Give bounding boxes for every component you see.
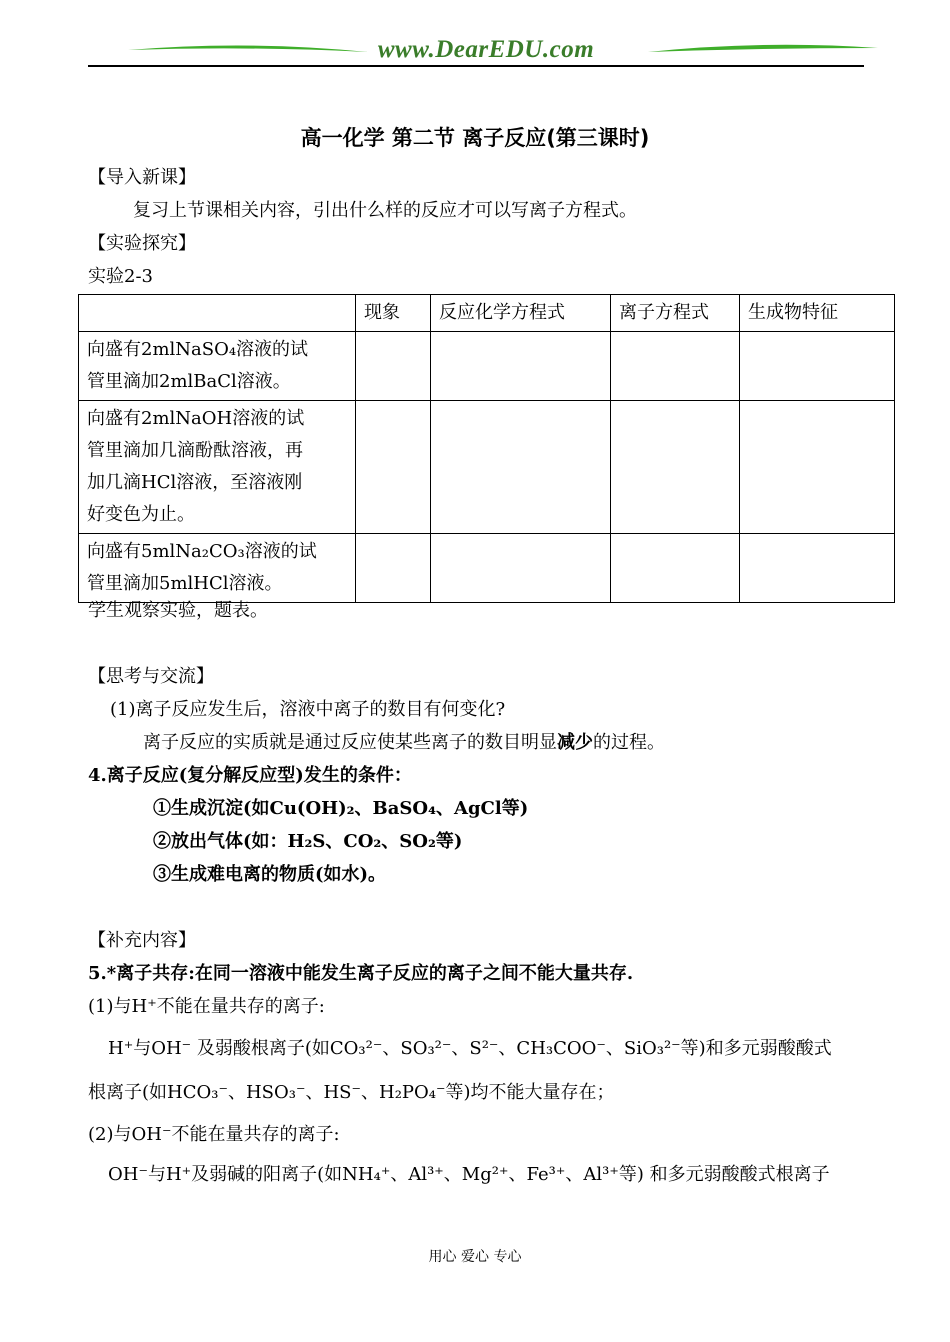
table-header-cell: 反应化学方程式 bbox=[431, 295, 611, 332]
answer-1-post: 的过程。 bbox=[593, 732, 665, 753]
cell-line: 向盛有5mlNa₂CO₃溶液的试 bbox=[87, 541, 317, 562]
empty-cell bbox=[356, 401, 431, 534]
table-row bbox=[79, 534, 895, 603]
paragraph-5-2-line-1: OH⁻与H⁺及弱碱的阳离子(如NH₄⁺、Al³⁺、Mg²⁺、Fe³⁺、Al³⁺等) 和多元弱酸酸式根离子 bbox=[108, 1164, 830, 1185]
empty-cell bbox=[431, 332, 611, 401]
paragraph-5-2-heading: (2)与OH⁻不能在量共存的离子: bbox=[88, 1124, 340, 1145]
table-row bbox=[79, 401, 895, 534]
answer-1-pre: 离子反应的实质就是通过反应使某些离子的数目明显 bbox=[143, 732, 557, 753]
question-1: (1)离子反应发生后，溶液中离子的数目有何变化? bbox=[110, 699, 506, 720]
experiment-description bbox=[79, 534, 356, 603]
condition-2: ②放出气体(如：H₂S、CO₂、SO₂等) bbox=[153, 831, 463, 852]
conditions-heading: 4.离子反应(复分解反应型)发生的条件： bbox=[88, 765, 412, 786]
table-header-cell: 现象 bbox=[356, 295, 431, 332]
cell-line: 管里滴加5mlHCl溶液。 bbox=[87, 573, 283, 594]
table-header-row bbox=[79, 295, 895, 332]
site-logo-text: www.DearEDU.com bbox=[377, 36, 595, 63]
empty-cell bbox=[356, 332, 431, 401]
experiment-description bbox=[79, 332, 356, 401]
empty-cell bbox=[356, 534, 431, 603]
empty-cell bbox=[611, 401, 740, 534]
section-intro-heading: 【导入新课】 bbox=[88, 167, 196, 188]
header-rule bbox=[88, 65, 864, 67]
condition-3: ③生成难电离的物质(如水)。 bbox=[153, 864, 387, 885]
paragraph-5-title: 5.*离子共存:在同一溶液中能发生离子反应的离子之间不能大量共存. bbox=[88, 963, 634, 984]
page-footer: 用心 爱心 专心 bbox=[428, 1249, 522, 1265]
paragraph-5-1-line-1: H⁺与OH⁻ 及弱酸根离子(如CO₃²⁻、SO₃²⁻、S²⁻、CH₃COO⁻、SiO₃²⁻等)和多元弱酸酸式 bbox=[108, 1038, 832, 1059]
cell-line: 管里滴加2mlBaCl溶液。 bbox=[87, 371, 291, 392]
experiment-label: 实验2-3 bbox=[88, 266, 153, 287]
section-experiment-heading: 【实验探究】 bbox=[88, 233, 196, 254]
intro-text: 复习上节课相关内容，引出什么样的反应才可以写离子方程式。 bbox=[133, 200, 637, 221]
table-header-cell: 生成物特征 bbox=[740, 295, 895, 332]
left-swoosh-decoration bbox=[128, 42, 368, 56]
section-supplement-heading: 【补充内容】 bbox=[88, 930, 196, 951]
empty-cell bbox=[611, 534, 740, 603]
condition-1: ①生成沉淀(如Cu(OH)₂、BaSO₄、AgCl等) bbox=[153, 798, 529, 819]
experiment-table bbox=[78, 294, 895, 603]
page-header bbox=[88, 38, 864, 70]
paragraph-5-1-line-2: 根离子(如HCO₃⁻、HSO₃⁻、HS⁻、H₂PO₄⁻等)均不能大量存在； bbox=[88, 1082, 615, 1103]
paragraph-5-1-heading: (1)与H⁺不能在量共存的离子: bbox=[88, 996, 325, 1017]
table-header-cell bbox=[79, 295, 356, 332]
empty-cell bbox=[740, 332, 895, 401]
cell-line: 好变色为止。 bbox=[87, 504, 195, 525]
empty-cell bbox=[431, 534, 611, 603]
cell-line: 向盛有2mlNaOH溶液的试 bbox=[87, 408, 305, 429]
experiment-description bbox=[79, 401, 356, 534]
section-think-heading: 【思考与交流】 bbox=[88, 666, 214, 687]
answer-1-emphasis: 减少 bbox=[557, 732, 593, 753]
empty-cell bbox=[740, 401, 895, 534]
table-header-cell: 离子方程式 bbox=[611, 295, 740, 332]
right-swoosh-decoration bbox=[648, 42, 878, 56]
empty-cell bbox=[611, 332, 740, 401]
empty-cell bbox=[740, 534, 895, 603]
table-row bbox=[79, 332, 895, 401]
cell-line: 管里滴加几滴酚酞溶液，再 bbox=[87, 440, 303, 461]
page-title: 高一化学 第二节 离子反应(第三课时) bbox=[300, 126, 650, 150]
cell-line: 加几滴HCl溶液，至溶液刚 bbox=[87, 472, 303, 493]
answer-1 bbox=[143, 728, 665, 754]
empty-cell bbox=[431, 401, 611, 534]
cell-line: 向盛有2mlNaSO₄溶液的试 bbox=[87, 339, 309, 360]
after-table-note: 学生观察实验，题表。 bbox=[88, 600, 268, 621]
